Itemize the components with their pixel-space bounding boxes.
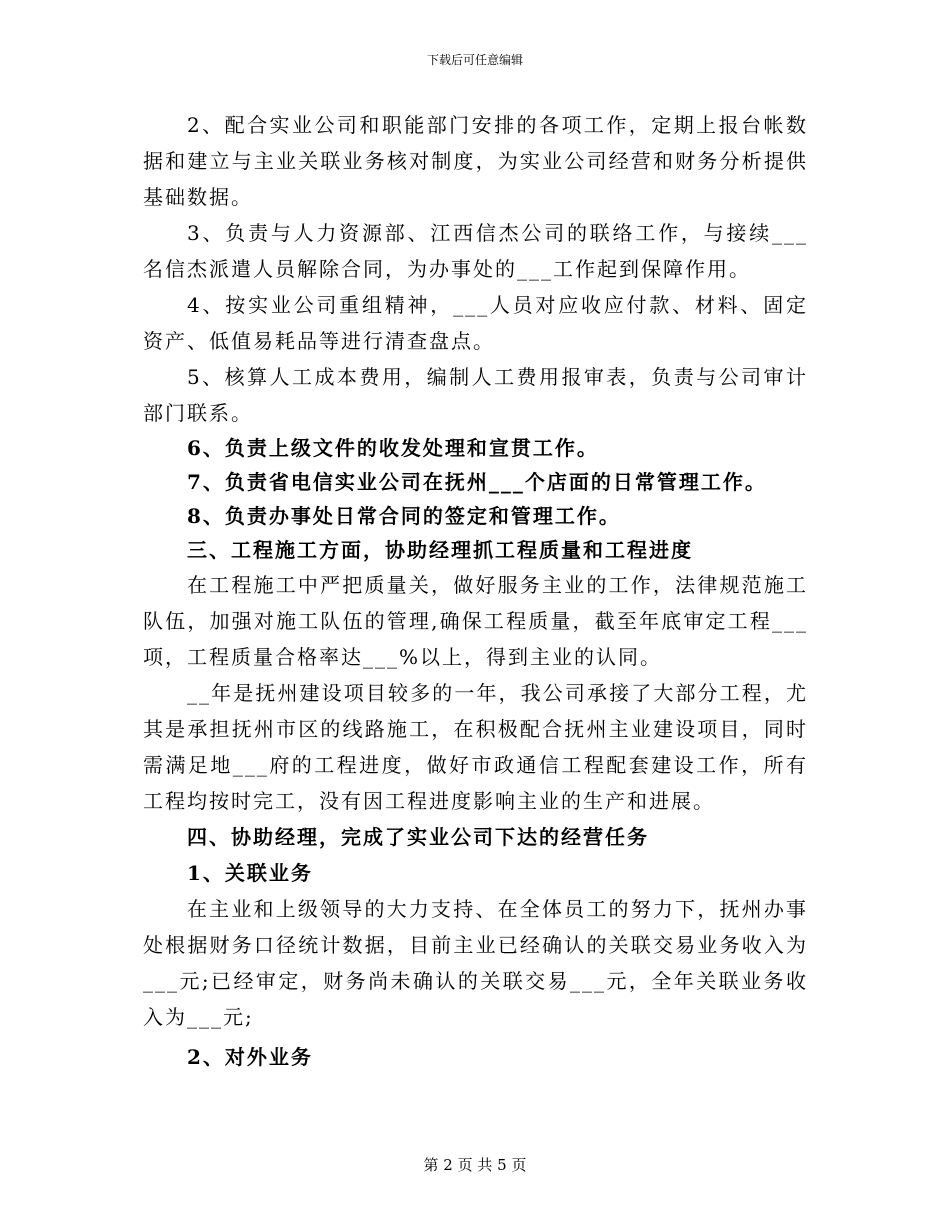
paragraph-4: 4、按实业公司重组精神，___人员对应收应付款、材料、固定资产、低值易耗品等进行清查盘点。: [143, 293, 808, 353]
paragraph-6: 6、负责上级文件的收发处理和宣贯工作。: [187, 436, 599, 460]
paragraph-7: 7、负责省电信实业公司在抚州___个店面的日常管理工作。: [187, 470, 767, 494]
page-header: 下载后可任意编辑: [426, 53, 523, 67]
paragraph-2: 2、配合实业公司和职能部门安排的各项工作，定期上报台帐数据和建立与主业关联业务核对制度，为实业公司经营和财务分析提供基础数据。: [143, 113, 808, 209]
paragraph-related-business: 在主业和上级领导的大力支持、在全体员工的努力下，抚州办事处根据财务口径统计数据，目前主业已经确认的关联交易业务收入为___元;已经审定，财务尚未确认的关联交易___元，全年关联业务收入为___元;: [143, 897, 808, 1029]
paragraph-5: 5、核算人工成本费用，编制人工费用报审表，负责与公司审计部门联系。: [143, 365, 808, 425]
paragraph-3: 3、负责与人力资源部、江西信杰公司的联络工作，与接续___名信杰派遣人员解除合同，为办事处的___工作起到保障作用。: [143, 221, 808, 281]
paragraph-construction-projects: __年是抚州建设项目较多的一年，我公司承接了大部分工程，尤其是承担抚州市区的线路施工，在积极配合抚州主业建设项目，同时需满足地___府的工程进度，做好市政通信工程配套建设工作，所有工程均按时完工，没有因工程进度影响主业的生产和进展。: [143, 681, 808, 813]
paragraph-construction-quality: 在工程施工中严把质量关，做好服务主业的工作，法律规范施工队伍，加强对施工队伍的管理,确保工程质量，截至年底审定工程___项，工程质量合格率达___%以上，得到主业的认同。: [143, 573, 808, 669]
subheading-related-business: 1、关联业务: [187, 861, 313, 885]
subheading-external-business: 2、对外业务: [187, 1045, 313, 1069]
paragraph-8: 8、负责办事处日常合同的签定和管理工作。: [187, 504, 621, 528]
section-heading-4: 四、协助经理，完成了实业公司下达的经营任务: [187, 825, 649, 849]
section-heading-3: 三、工程施工方面，协助经理抓工程质量和工程进度: [187, 538, 693, 562]
document-body: [143, 107, 808, 1075]
page-footer: 第 2 页 共 5 页: [423, 1156, 527, 1174]
